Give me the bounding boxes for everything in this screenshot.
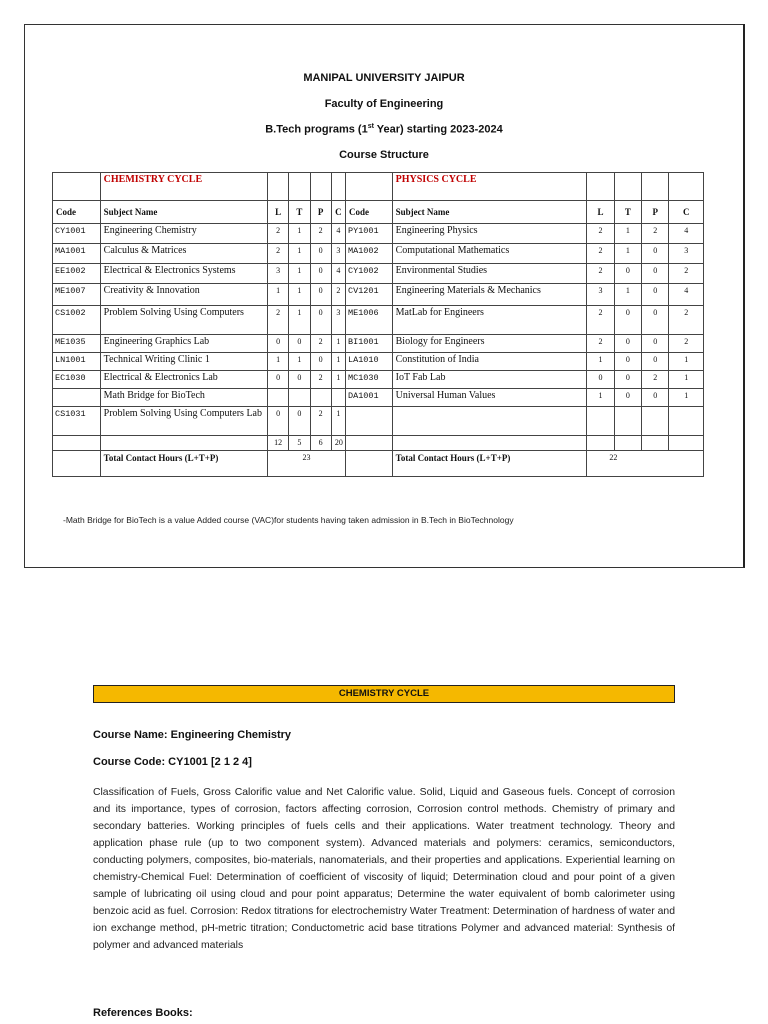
col-c: C [669, 201, 704, 224]
table-cell: LA1010 [346, 353, 393, 371]
table-cell: 1 [289, 264, 310, 284]
table-cell [587, 407, 614, 436]
table-cell: 4 [669, 284, 704, 306]
table-cell: EE1002 [53, 264, 101, 284]
table-cell: 1 [614, 284, 641, 306]
table-cell: Problem Solving Using Computers [100, 306, 267, 335]
table-cell [669, 407, 704, 436]
table-cell: CV1201 [346, 284, 393, 306]
table-cell: 0 [642, 306, 669, 335]
table-cell: 0 [310, 244, 331, 264]
table-cell: 0 [642, 353, 669, 371]
table-cell: 0 [614, 335, 641, 353]
table-cell: 3 [331, 244, 345, 264]
table-cell: 2 [669, 306, 704, 335]
table-cell: 0 [267, 371, 288, 389]
table-cell: 2 [642, 224, 669, 244]
table-cell: 2 [669, 264, 704, 284]
table-cell: 0 [310, 284, 331, 306]
table-cell: 1 [289, 224, 310, 244]
table-row [53, 371, 704, 389]
table-cell: 1 [331, 407, 345, 436]
table-cell: 0 [289, 371, 310, 389]
table-cell: 1 [669, 371, 704, 389]
table-cell: Engineering Chemistry [100, 224, 267, 244]
col-t: T [614, 201, 641, 224]
table-cell: 2 [267, 306, 288, 335]
sum-t: 5 [289, 436, 310, 451]
table-cell: 1 [669, 389, 704, 407]
table-cell: 2 [267, 224, 288, 244]
table-cell: MA1001 [53, 244, 101, 264]
table-cell: 0 [614, 389, 641, 407]
table-cell: BI1001 [346, 335, 393, 353]
table-cell: Electrical & Electronics Lab [100, 371, 267, 389]
table-row [53, 353, 704, 371]
table-cell: 0 [642, 284, 669, 306]
references-heading: References Books: [93, 1007, 193, 1019]
table-cell: 4 [331, 224, 345, 244]
table-cell [267, 389, 288, 407]
blank-cell [53, 173, 101, 201]
table-cell [346, 407, 393, 436]
col-l: L [267, 201, 288, 224]
course-description: Classification of Fuels, Gross Calorific value and Net Calorific value. Solid, Liquid and Gaseous fuels. Concept of corrosion and its importance, types of corrosion, factors affecting corrosion, Corrosion control methods. Chemistry of primary and secondary batteries. Working principles of fuels cells and their applications. Water treatment technology. Theory and application phase rule (up to two component system). Advanced materials and polymers: ceramics, semiconductors, conducting polymers, composites, bio-materials, nanomaterials, and their properties and applications. Experiential learning on chemistry-Chemical Fuel: Determination of coefficient of viscosity of liquid; Determination cloud and pour point of a given sample of lubricating oil using cloud and pour point apparatus; Determine the water equivalent of bomb calorimeter using benzoic acid as fuel. Corrosion: Redox titrations for electrochemistry Water Treatment: Determination of hardness of water and ion exchange method, pH-metric titration; Conductometric acid base titrations Polymer and advanced material: Synthesis of polymer and advanced materials [93, 787, 675, 951]
table-cell: ME1007 [53, 284, 101, 306]
table-cell: 1 [331, 335, 345, 353]
table-cell: 0 [614, 264, 641, 284]
sum-row [53, 436, 704, 451]
table-cell: 0 [587, 371, 614, 389]
sum-p: 6 [310, 436, 331, 451]
table-cell: Calculus & Matrices [100, 244, 267, 264]
chem-total-label: Total Contact Hours (L+T+P) [100, 451, 267, 477]
table-cell [53, 389, 101, 407]
table-cell: 2 [310, 371, 331, 389]
table-cell: 2 [331, 284, 345, 306]
table-cell: 3 [331, 306, 345, 335]
table-cell: MatLab for Engineers [392, 306, 587, 335]
table-cell: CY1002 [346, 264, 393, 284]
chemistry-cycle-title: CHEMISTRY CYCLE [100, 173, 267, 201]
table-cell: Creativity & Innovation [100, 284, 267, 306]
structure-title: Course Structure [339, 149, 429, 161]
sum-l: 12 [267, 436, 288, 451]
col-p: P [642, 201, 669, 224]
table-row [53, 224, 704, 244]
table-cell: Technical Writing Clinic 1 [100, 353, 267, 371]
col-subject: Subject Name [392, 201, 587, 224]
table-cell: 0 [614, 353, 641, 371]
table-cell: Math Bridge for BioTech [100, 389, 267, 407]
table-cell: 1 [331, 353, 345, 371]
col-l: L [587, 201, 614, 224]
table-cell: Engineering Graphics Lab [100, 335, 267, 353]
table-cell: Biology for Engineers [392, 335, 587, 353]
table-cell: IoT Fab Lab [392, 371, 587, 389]
table-cell: 4 [669, 224, 704, 244]
table-cell: 2 [587, 335, 614, 353]
table-cell: MC1030 [346, 371, 393, 389]
table-cell: 0 [310, 353, 331, 371]
chem-total-value: 23 [267, 451, 345, 477]
table-cell: 0 [642, 389, 669, 407]
table-cell: Engineering Materials & Mechanics [392, 284, 587, 306]
table-cell: 0 [267, 407, 288, 436]
course-name: Course Name: Engineering Chemistry [93, 729, 292, 741]
table-cell: CS1002 [53, 306, 101, 335]
table-cell: 4 [331, 264, 345, 284]
table-cell: 2 [669, 335, 704, 353]
faculty-title: Faculty of Engineering [324, 98, 444, 110]
table-cell: ME1006 [346, 306, 393, 335]
table-cell: 3 [267, 264, 288, 284]
total-row [53, 451, 704, 477]
table-cell: DA1001 [346, 389, 393, 407]
table-cell [289, 389, 310, 407]
table-row [53, 244, 704, 264]
vac-note: -Math Bridge for BioTech is a value Added course (VAC)for students having taken admission in B.Tech in BioTechnology [63, 515, 514, 525]
table-cell: 0 [642, 264, 669, 284]
table-cell: Computational Mathematics [392, 244, 587, 264]
col-t: T [289, 201, 310, 224]
table-cell [614, 407, 641, 436]
col-code: Code [346, 201, 393, 224]
table-cell: 1 [289, 284, 310, 306]
table-cell: 0 [614, 371, 641, 389]
table-cell: EC1030 [53, 371, 101, 389]
sum-c: 20 [331, 436, 345, 451]
table-header-row [53, 201, 704, 224]
chemistry-cycle-banner: CHEMISTRY CYCLE [93, 685, 675, 703]
table-row [53, 284, 704, 306]
table-cell: 0 [614, 306, 641, 335]
course-code: Course Code: CY1001 [2 1 2 4] [93, 756, 252, 768]
table-cell: 0 [310, 264, 331, 284]
table-cell: 2 [267, 244, 288, 264]
table-cell [331, 389, 345, 407]
table-cell [310, 389, 331, 407]
table-cell: 1 [587, 353, 614, 371]
table-cell: ME1035 [53, 335, 101, 353]
table-cell: 3 [669, 244, 704, 264]
table-cell: 2 [642, 371, 669, 389]
table-cell: 2 [310, 224, 331, 244]
table-cell: Constitution of India [392, 353, 587, 371]
table-cell: LN1001 [53, 353, 101, 371]
table-cell: 1 [289, 353, 310, 371]
table-cell: 1 [289, 306, 310, 335]
table-cell: 1 [587, 389, 614, 407]
table-cell: 0 [267, 335, 288, 353]
table-cell: 0 [642, 244, 669, 264]
col-code: Code [53, 201, 101, 224]
table-cell: 0 [642, 335, 669, 353]
phys-total-value: 22 [587, 451, 704, 477]
table-cell: 1 [267, 353, 288, 371]
table-cell: Environmental Studies [392, 264, 587, 284]
table-cell: Engineering Physics [392, 224, 587, 244]
physics-cycle-title: PHYSICS CYCLE [392, 173, 587, 201]
university-title: MANIPAL UNIVERSITY JAIPUR [303, 72, 465, 84]
col-c: C [331, 201, 345, 224]
table-cell: Universal Human Values [392, 389, 587, 407]
col-p: P [310, 201, 331, 224]
col-subject: Subject Name [100, 201, 267, 224]
table-cell: 1 [669, 353, 704, 371]
table-cell: 1 [289, 244, 310, 264]
table-row [53, 389, 704, 407]
table-cell: CY1001 [53, 224, 101, 244]
table-row [53, 407, 704, 436]
table-cell: 2 [587, 306, 614, 335]
table-cell: 0 [310, 306, 331, 335]
phys-total-label: Total Contact Hours (L+T+P) [392, 451, 587, 477]
table-cell: Electrical & Electronics Systems [100, 264, 267, 284]
table-cell: Problem Solving Using Computers Lab [100, 407, 267, 436]
table-cell [642, 407, 669, 436]
table-cell: CS1031 [53, 407, 101, 436]
table-cell: 2 [587, 224, 614, 244]
table-cell: 2 [587, 244, 614, 264]
table-cell: 2 [587, 264, 614, 284]
table-cell: 0 [289, 407, 310, 436]
table-row [53, 335, 704, 353]
table-row [53, 306, 704, 335]
table-cell: 1 [614, 244, 641, 264]
table-cell: 1 [331, 371, 345, 389]
table-cell: 2 [310, 335, 331, 353]
table-row [53, 264, 704, 284]
table-cell: 3 [587, 284, 614, 306]
table-cell: 1 [267, 284, 288, 306]
table-cell: 1 [614, 224, 641, 244]
table-cell: PY1001 [346, 224, 393, 244]
course-structure-table [52, 172, 704, 477]
program-title: B.Tech programs (1st Year) starting 2023-2024 [265, 123, 503, 136]
table-cell: 0 [289, 335, 310, 353]
table-cell [392, 407, 587, 436]
table-cell: MA1002 [346, 244, 393, 264]
table-cell: 2 [310, 407, 331, 436]
